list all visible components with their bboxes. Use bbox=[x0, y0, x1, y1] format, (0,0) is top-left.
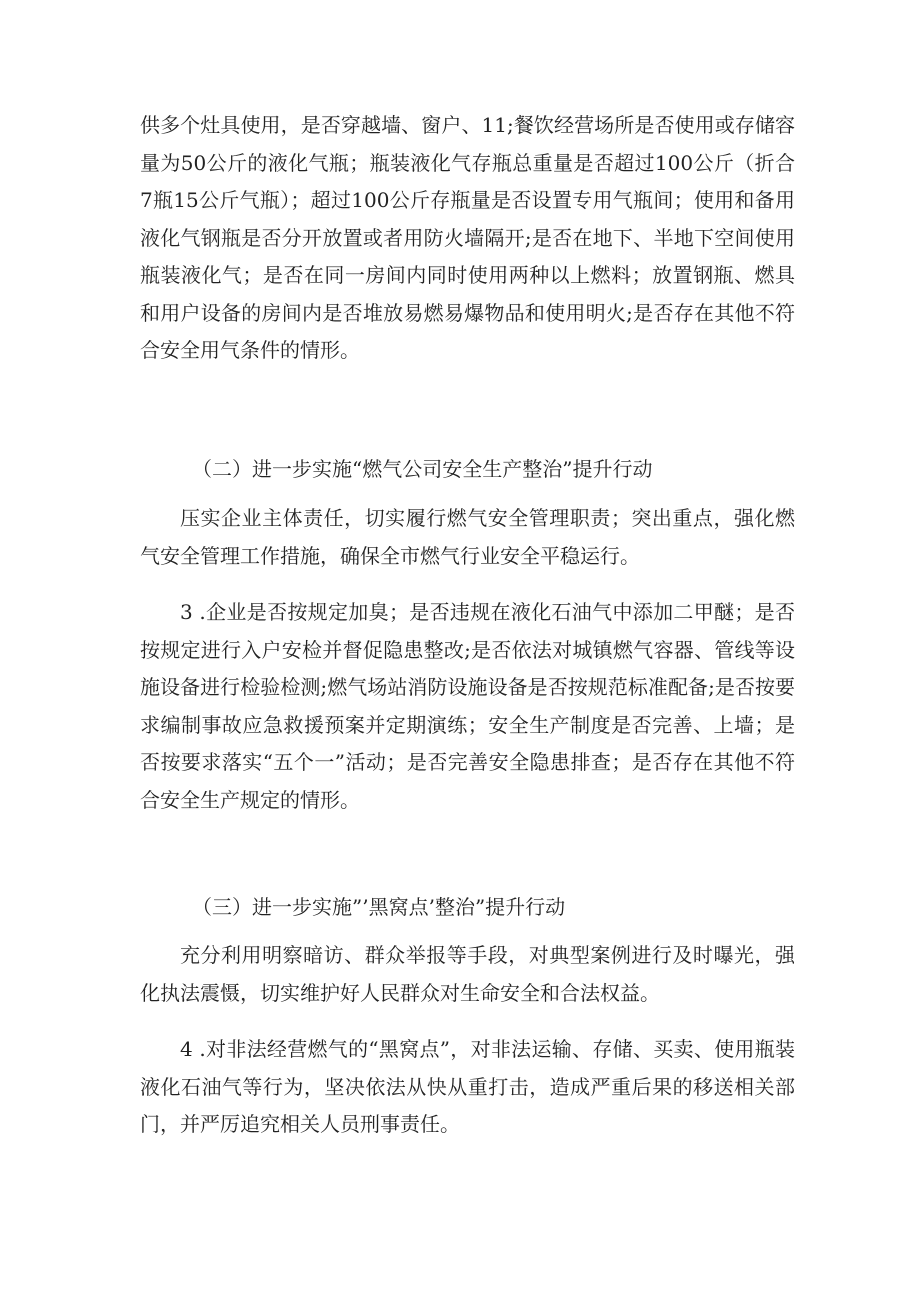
section-heading-black-spots: （三）进一步实施”’黑窝点’整治”提升行动 bbox=[192, 895, 566, 919]
paragraph-exposure: 充分利用明察暗访、群众举报等手段，对典型案例进行及时曝光，强化执法震慑，切实维护好人民群众对生命安全和合法权益。 bbox=[140, 943, 795, 1005]
paragraph-cylinder-checks: 供多个灶具使用，是否穿越墙、窗户、11;餐饮经营场所是否使用或存储容量为50公斤的液化气瓶；瓶装液化气存瓶总重量是否超过100公斤（折合7瓶15公斤气瓶）；超过100公斤存瓶量是否设置专用气瓶间；使用和备用液化气钢瓶是否分开放置或者用防火墙隔开;是否在地下、半地下空间使用瓶装液化气；是否在同一房间内同时使用两种以上燃料；放置钢瓶、燃具和用户设备的房间内是否堆放易燃易爆物品和使用明火;是否存在其他不符合安全用气条件的情形。 bbox=[140, 113, 795, 362]
section-heading-gas-company: （二）进一步实施“燃气公司安全生产整治”提升行动 bbox=[192, 457, 653, 481]
paragraph-item-3: 3 .企业是否按规定加臭；是否违规在液化石油气中添加二甲醚；是否按规定进行入户安检并督促隐患整改;是否依法对城镇燃气容器、管线等设施设备进行检验检测;燃气场站消防设施设备是否按规范标准配备;是否按要求编制事故应急救援预案并定期演练；安全生产制度是否完善、上墙；是否按要求落实“五个一”活动；是否完善安全隐患排查；是否存在其他不符合安全生产规定的情形。 bbox=[140, 600, 795, 812]
paragraph-item-4: 4 .对非法经营燃气的“黑窝点”，对非法运输、存储、买卖、使用瓶装液化石油气等行为，坚决依法从快从重打击，造成严重后果的移送相关部门，并严厉追究相关人员刑事责任。 bbox=[140, 1037, 795, 1136]
paragraph-enterprise-responsibility: 压实企业主体责任，切实履行燃气安全管理职责；突出重点，强化燃气安全管理工作措施，确保全市燃气行业安全平稳运行。 bbox=[140, 506, 795, 568]
